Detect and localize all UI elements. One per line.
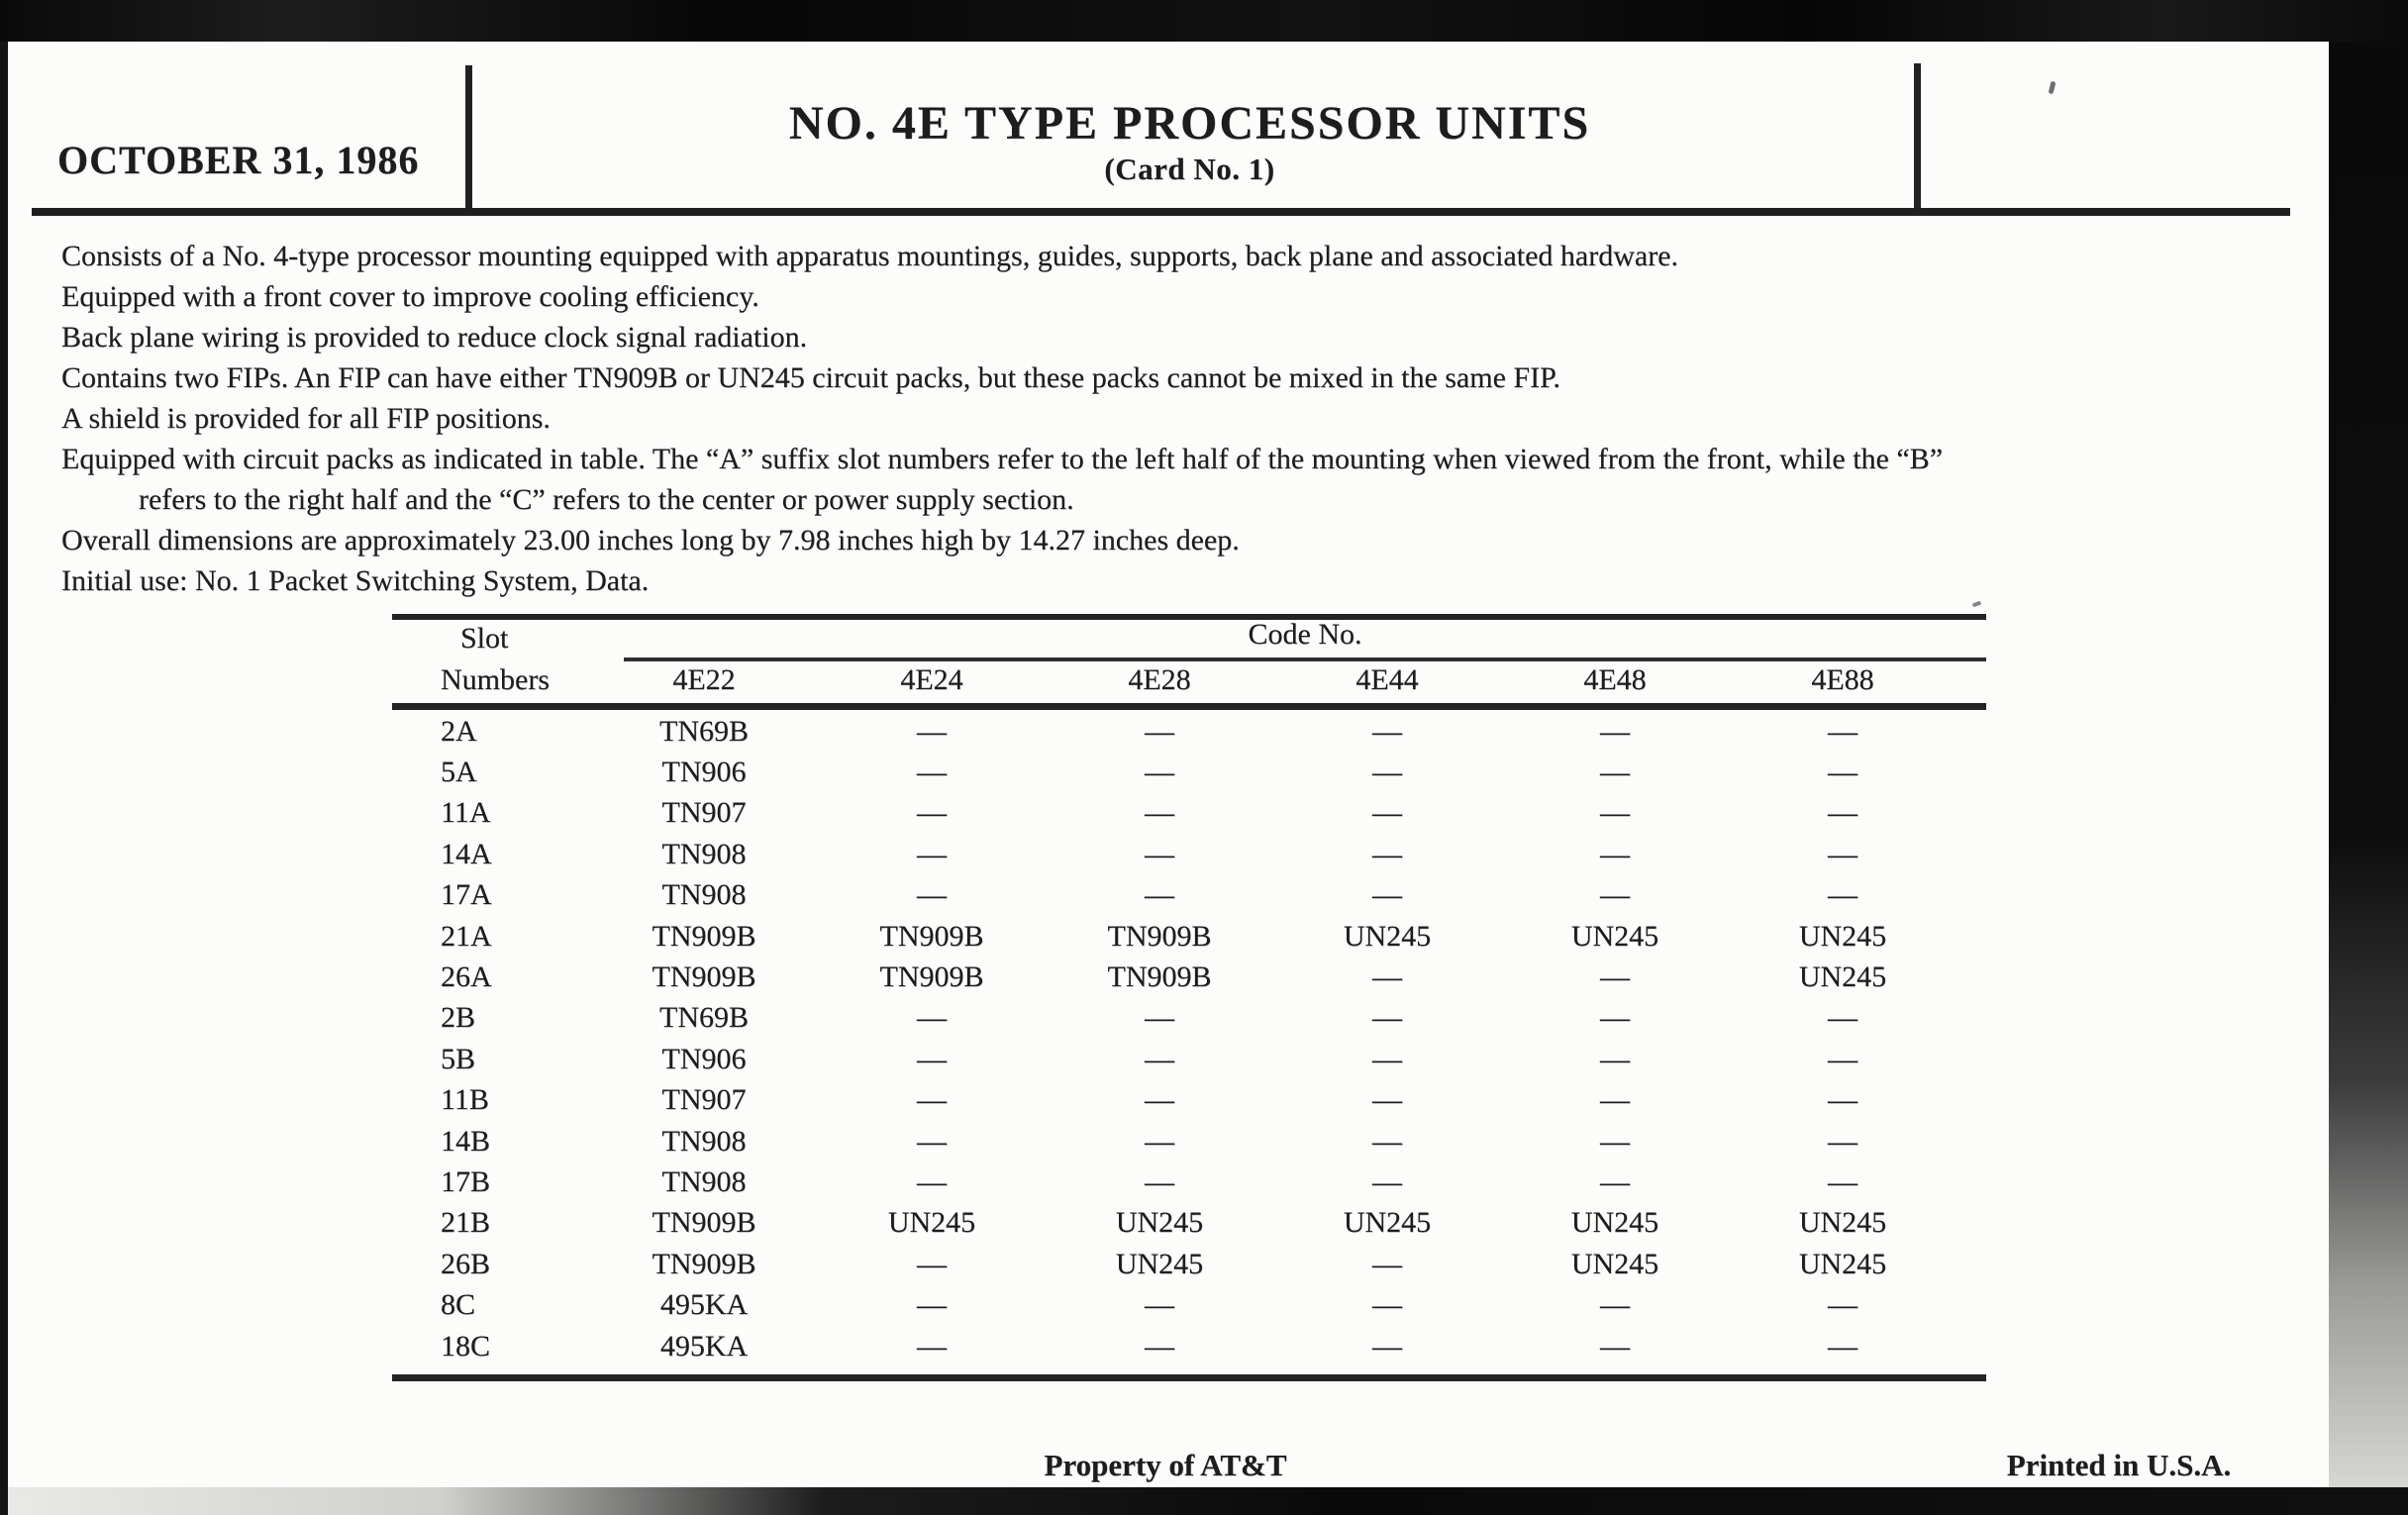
code-4e22-cell: TN69B [659,714,749,748]
page-subtitle: (Card No. 1) [1104,152,1275,186]
code-4e24-cell: TN909B [879,919,984,953]
slot-number-cell: 2B [441,1001,476,1035]
code-4e22-cell: 495KA [659,1288,749,1322]
code-4e88-cell: — [1828,796,1857,830]
code-4e28-cell: — [1145,756,1174,789]
code-4e88-cell: — [1828,878,1857,912]
property-notice: Property of AT&T [1044,1448,1287,1482]
slot-number-cell: 21A [441,919,492,953]
table-rule-bottom [392,1374,1986,1381]
code-4e48-cell: — [1600,878,1630,912]
column-header-4e88: 4E88 [1811,663,1874,696]
code-4e28-cell: — [1145,1329,1174,1363]
code-4e24-cell: — [917,1329,947,1363]
code-4e88-cell: — [1828,756,1857,789]
code-4e44-cell: — [1372,1164,1402,1198]
column-header-4e22: 4E22 [672,663,736,696]
code-4e28-cell: — [1145,1042,1174,1075]
code-4e48-cell: — [1600,1288,1630,1322]
code-4e44-cell: — [1372,714,1402,748]
code-4e44-cell: UN245 [1343,1206,1432,1240]
code-4e44-cell: — [1372,960,1402,994]
column-header-4e48: 4E48 [1583,663,1647,696]
code-4e44-cell: — [1372,1083,1402,1117]
column-header-4e24: 4E24 [900,663,963,696]
code-4e22-cell: TN909B [652,960,756,994]
code-4e48-cell: — [1600,756,1630,789]
code-4e22-cell: 495KA [659,1329,749,1363]
code-4e44-cell: UN245 [1343,919,1432,953]
code-4e24-cell: — [917,714,947,748]
code-4e24-cell: — [917,1083,947,1117]
code-4e28-cell: UN245 [1115,1247,1204,1280]
slot-number-cell: 17A [441,878,492,912]
code-4e28-cell: — [1145,1083,1174,1117]
slot-number-cell: 2A [441,714,477,748]
slot-number-cell: 11B [441,1083,489,1117]
code-4e44-cell: — [1372,1042,1402,1075]
code-4e24-cell: — [917,1247,947,1280]
code-4e22-cell: TN906 [661,1042,747,1075]
code-4e24-cell: — [917,878,947,912]
code-4e22-cell: TN907 [661,1083,747,1117]
code-4e28-cell: — [1145,878,1174,912]
slot-number-cell: 14B [441,1124,491,1158]
code-4e22-cell: TN907 [661,796,747,830]
slot-header-line2: Numbers [441,663,550,696]
code-4e24-cell: — [917,1164,947,1198]
table-row [392,834,1956,874]
code-4e88-cell: — [1828,1001,1857,1035]
header-title-block [465,97,1914,188]
code-4e44-cell: — [1372,837,1402,870]
code-4e22-cell: TN909B [652,1206,756,1240]
scan-artifact [2049,81,2057,95]
column-header-4e28: 4E28 [1128,663,1191,696]
table-rule-header [392,703,1986,710]
slot-number-cell: 26B [441,1247,491,1280]
slot-number-cell: 26A [441,960,492,994]
header-divider-right [1914,63,1921,216]
code-4e48-cell: — [1600,1042,1630,1075]
code-4e28-cell: UN245 [1115,1206,1204,1240]
code-4e28-cell: — [1145,837,1174,870]
description-line: Initial use: No. 1 Packet Switching System, Data. [61,564,650,597]
code-4e48-cell: — [1600,1001,1630,1035]
code-4e28-cell: — [1145,796,1174,830]
code-4e88-cell: — [1828,714,1857,748]
description-line: Consists of a No. 4-type processor mounting equipped with apparatus mountings, guides, supports, back plane and associated hardware. [61,240,1678,272]
code-4e22-cell: TN908 [661,1164,747,1198]
scan-edge-left [0,42,8,1515]
slot-number-cell: 17B [441,1164,491,1198]
description-line: refers to the right half and the “C” refers to the center or power supply section. [139,483,1074,516]
code-4e48-cell: UN245 [1570,1247,1659,1280]
table-row [392,957,1956,997]
slot-number-cell: 14A [441,837,492,870]
slot-number-cell: 5A [441,756,477,789]
table-row [392,1121,1956,1162]
code-4e88-cell: UN245 [1798,960,1887,994]
code-4e48-cell: — [1600,960,1630,994]
description-line: Back plane wiring is provided to reduce clock signal radiation. [61,321,808,354]
slot-number-cell: 8C [441,1288,476,1322]
code-group-underline [624,657,1986,661]
code-4e88-cell: — [1828,837,1857,870]
table-row [392,1203,1956,1244]
code-4e88-cell: — [1828,1329,1857,1363]
code-4e44-cell: — [1372,1247,1402,1280]
description-line: Equipped with circuit packs as indicated in table. The “A” suffix slot numbers refer to the left half of the mounting when viewed from the front, while the “B” [61,443,1944,475]
code-4e22-cell: TN909B [652,1247,756,1280]
table-row [392,1080,1956,1121]
table-row [392,1244,1956,1284]
code-4e28-cell: TN909B [1107,919,1212,953]
code-4e88-cell: UN245 [1798,1247,1887,1280]
code-group-header: Code No. [1248,618,1362,651]
code-4e28-cell: — [1145,714,1174,748]
code-4e24-cell: — [917,1042,947,1075]
code-4e44-cell: — [1372,756,1402,789]
code-4e24-cell: — [917,796,947,830]
code-4e48-cell: — [1600,837,1630,870]
code-4e88-cell: — [1828,1288,1857,1322]
code-4e88-cell: UN245 [1798,1206,1887,1240]
code-4e28-cell: TN909B [1107,960,1212,994]
slot-number-cell: 21B [441,1206,491,1240]
code-4e44-cell: — [1372,1288,1402,1322]
code-4e22-cell: TN909B [652,919,756,953]
table-row [392,1039,1956,1079]
code-4e22-cell: TN908 [661,837,747,870]
table-row [392,1162,1956,1202]
code-4e44-cell: — [1372,1329,1402,1363]
code-4e48-cell: UN245 [1570,919,1659,953]
table-row [392,1326,1956,1366]
slot-number-cell: 5B [441,1042,476,1075]
description-block [61,236,2317,601]
slot-number-cell: 18C [441,1329,491,1363]
code-4e22-cell: TN908 [661,1124,747,1158]
code-4e44-cell: — [1372,1124,1402,1158]
code-4e48-cell: — [1600,1124,1630,1158]
printed-notice: Printed in U.S.A. [2006,1448,2232,1482]
code-4e28-cell: — [1145,1001,1174,1035]
code-4e48-cell: — [1600,796,1630,830]
code-4e88-cell: — [1828,1083,1857,1117]
code-4e22-cell: TN908 [661,878,747,912]
table-row [392,875,1956,916]
code-4e24-cell: — [917,1288,947,1322]
code-4e24-cell: UN245 [887,1206,976,1240]
description-line: A shield is provided for all FIP positions. [61,402,551,435]
slot-header-line1: Slot [460,622,509,655]
code-4e44-cell: — [1372,1001,1402,1035]
description-line: Equipped with a front cover to improve cooling efficiency. [61,280,759,313]
code-4e28-cell: — [1145,1164,1174,1198]
code-4e88-cell: UN245 [1798,919,1887,953]
table-row [392,793,1956,834]
code-4e24-cell: TN909B [879,960,984,994]
code-4e44-cell: — [1372,796,1402,830]
code-4e88-cell: — [1828,1042,1857,1075]
code-4e88-cell: — [1828,1124,1857,1158]
scan-edge-top [0,0,2408,42]
code-4e48-cell: — [1600,1083,1630,1117]
slot-number-cell: 11A [441,796,491,830]
description-line: Contains two FIPs. An FIP can have either TN909B or UN245 circuit packs, but these packs cannot be mixed in the same FIP. [61,361,1560,394]
code-4e48-cell: — [1600,1164,1630,1198]
code-4e28-cell: — [1145,1288,1174,1322]
scan-artifact [1972,601,1982,608]
table-row [392,1284,1956,1325]
page-title: NO. 4E TYPE PROCESSOR UNITS [788,97,1591,150]
code-4e24-cell: — [917,756,947,789]
code-4e28-cell: — [1145,1124,1174,1158]
description-line: Overall dimensions are approximately 23.00 inches long by 7.98 inches high by 14.27 inches deep. [61,524,1240,556]
code-4e48-cell: UN245 [1570,1206,1659,1240]
header-rule [32,208,2290,216]
issue-date: OCTOBER 31, 1986 [57,138,420,182]
column-header-4e44: 4E44 [1355,663,1419,696]
card-page [8,42,2329,1487]
code-4e24-cell: — [917,1001,947,1035]
code-4e22-cell: TN906 [661,756,747,789]
scan-edge-bottom [8,1487,2408,1515]
table-row [392,916,1956,957]
table-row [392,752,1956,792]
table-row [392,998,1956,1039]
code-4e24-cell: — [917,1124,947,1158]
code-4e48-cell: — [1600,714,1630,748]
code-4e22-cell: TN69B [659,1001,749,1035]
table-row [392,711,1956,752]
code-4e24-cell: — [917,837,947,870]
scan-edge-right [2329,42,2408,1487]
code-4e48-cell: — [1600,1329,1630,1363]
table-body [392,711,1956,1366]
code-4e88-cell: — [1828,1164,1857,1198]
code-4e44-cell: — [1372,878,1402,912]
